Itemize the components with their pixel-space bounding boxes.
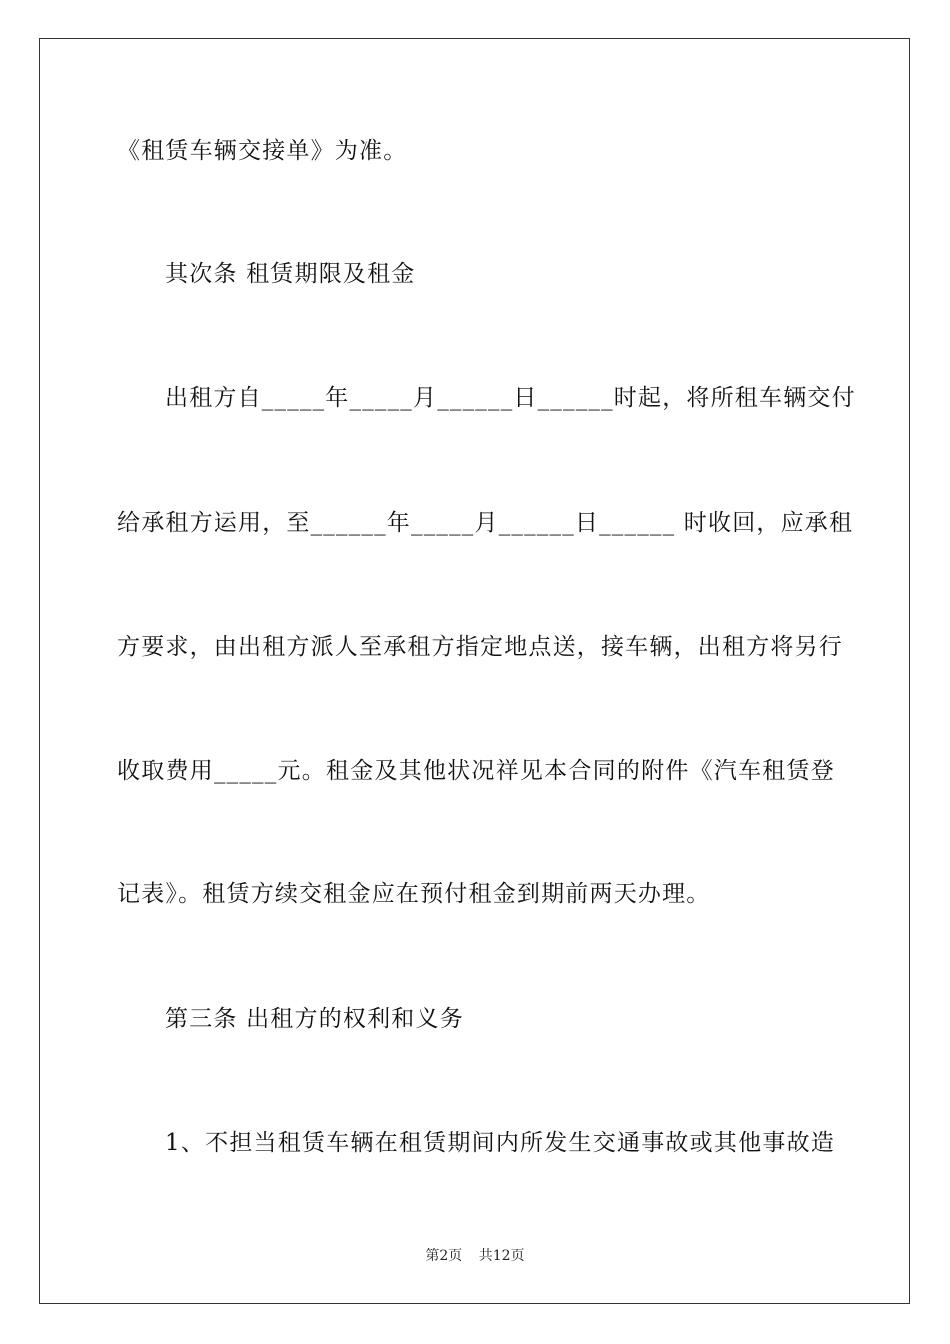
section-heading-3: 第三条 出租方的权利和义务 — [165, 1006, 464, 1032]
page-border — [39, 38, 910, 1304]
page-number: 第2页 — [425, 1248, 463, 1264]
text-line-4: 给承租方运用，至______年_____月______日______ 时收回，应承租 — [117, 510, 854, 536]
text-line-6: 收取费用_____元。租金及其他状况祥见本合同的附件《汽车租赁登 — [117, 758, 835, 784]
text-line-3: 出租方自_____年_____月______日______时起，将所租车辆交付 — [165, 385, 856, 411]
page-total: 共12页 — [478, 1248, 525, 1264]
text-line-9: 1、不担当租赁车辆在租赁期间内所发生交通事故或其他事故造 — [165, 1130, 835, 1156]
text-line-1: 《租赁车辆交接单》为准。 — [117, 138, 408, 164]
text-line-7: 记表》。租赁方续交租金应在预付租金到期前两天办理。 — [117, 881, 711, 907]
section-heading-2: 其次条 租赁期限及租金 — [165, 261, 416, 287]
page-footer — [0, 1247, 950, 1265]
text-line-5: 方要求，由出租方派人至承租方指定地点送，接车辆，出租方将另行 — [117, 634, 843, 660]
